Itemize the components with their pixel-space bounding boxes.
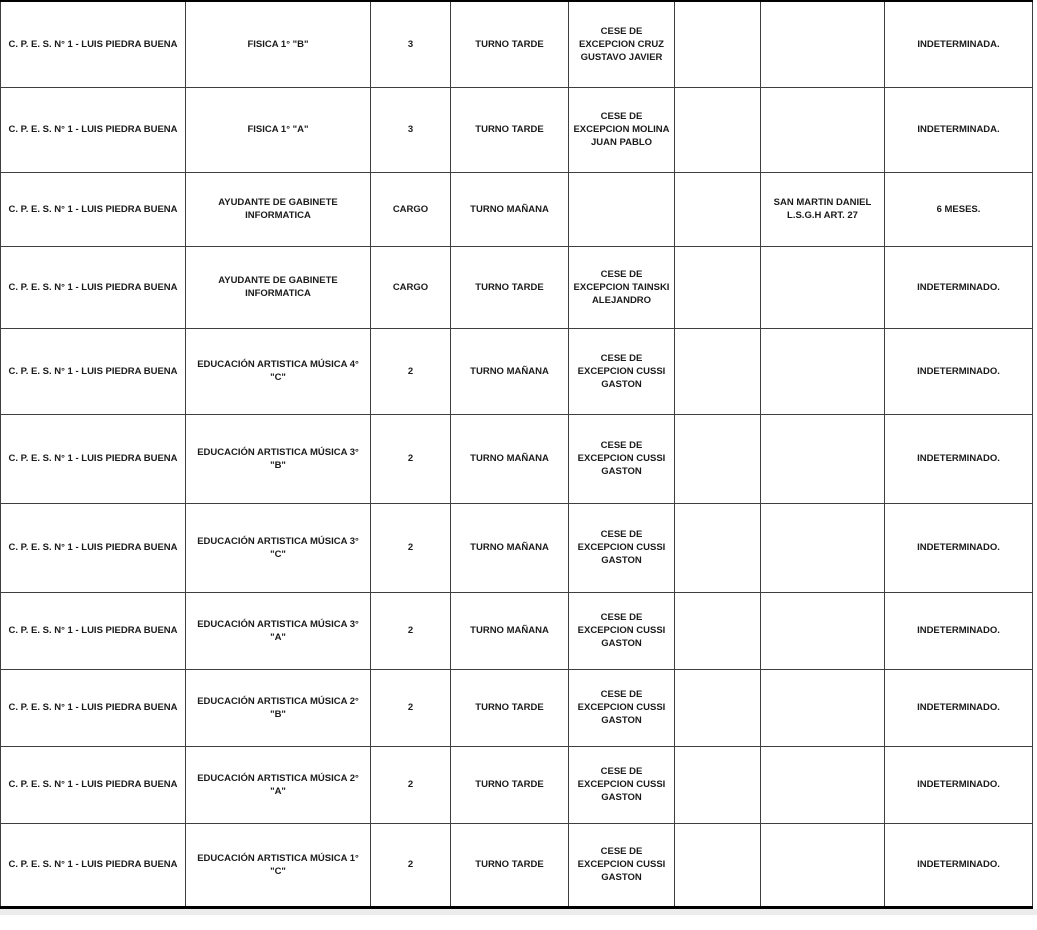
hours-value: CARGO bbox=[392, 281, 429, 293]
school-cell bbox=[1, 503, 186, 592]
hours-value: 2 bbox=[407, 702, 414, 713]
hours-cell bbox=[371, 503, 451, 592]
hours-cell bbox=[371, 414, 451, 503]
duration-cell bbox=[885, 87, 1033, 172]
shift-label: TURNO TARDE bbox=[475, 702, 544, 713]
subject-cell bbox=[186, 503, 371, 592]
table-row bbox=[1, 746, 1033, 823]
school-name: C. P. E. S. N° 1 - LUIS PIEDRA BUENA bbox=[8, 859, 178, 870]
shift-cell bbox=[451, 669, 569, 746]
subject-label: AYUDANTE DE GABINETE INFORMATICA bbox=[218, 197, 338, 221]
duration-text: INDETERMINADO. bbox=[917, 779, 1000, 790]
duration-cell bbox=[885, 414, 1033, 503]
table-row bbox=[1, 592, 1033, 669]
holder-reference-cell bbox=[761, 669, 885, 746]
empty-cell bbox=[675, 503, 761, 592]
hours-cell bbox=[371, 172, 451, 246]
duration-cell bbox=[885, 592, 1033, 669]
duration-text: 6 MESES. bbox=[936, 203, 981, 215]
vacancy-reason-text: CESE DE EXCEPCION CUSSI GASTON bbox=[577, 440, 666, 477]
shift-cell bbox=[451, 246, 569, 328]
subject-label: EDUCACIÓN ARTISTICA MÚSICA 3° "C" bbox=[197, 535, 359, 560]
shift-label: TURNO TARDE bbox=[475, 38, 544, 50]
vacancy-reason-cell bbox=[569, 246, 675, 328]
school-name: C. P. E. S. N° 1 - LUIS PIEDRA BUENA bbox=[8, 281, 178, 293]
hours-value: 2 bbox=[407, 859, 414, 870]
duration-text: INDETERMINADO. bbox=[917, 542, 1000, 553]
empty-cell bbox=[675, 87, 761, 172]
hours-value: 2 bbox=[407, 365, 414, 377]
duration-cell bbox=[885, 328, 1033, 414]
holder-reference-cell bbox=[761, 87, 885, 172]
vacancy-reason-text: CESE DE EXCEPCION CRUZ GUSTAVO JAVIER bbox=[579, 25, 664, 63]
school-name: C. P. E. S. N° 1 - LUIS PIEDRA BUENA bbox=[8, 203, 178, 215]
table-row bbox=[1, 503, 1033, 592]
shift-label: TURNO TARDE bbox=[475, 281, 544, 293]
vacancy-reason-text: CESE DE EXCEPCION TAINSKI ALEJANDRO bbox=[573, 268, 670, 306]
table-row bbox=[1, 1, 1033, 87]
empty-cell bbox=[675, 172, 761, 246]
school-cell bbox=[1, 823, 186, 907]
subject-cell bbox=[186, 87, 371, 172]
empty-cell bbox=[675, 669, 761, 746]
subject-cell bbox=[186, 592, 371, 669]
school-name: C. P. E. S. N° 1 - LUIS PIEDRA BUENA bbox=[8, 702, 178, 713]
shift-cell bbox=[451, 328, 569, 414]
school-name: C. P. E. S. N° 1 - LUIS PIEDRA BUENA bbox=[8, 542, 178, 553]
duration-text: INDETERMINADO. bbox=[917, 859, 1000, 870]
hours-cell bbox=[371, 592, 451, 669]
hours-value: CARGO bbox=[392, 203, 429, 215]
vacancy-reason-text: CESE DE EXCEPCION CUSSI GASTON bbox=[577, 529, 666, 566]
school-name: C. P. E. S. N° 1 - LUIS PIEDRA BUENA bbox=[8, 779, 178, 790]
vacancy-reason-cell bbox=[569, 328, 675, 414]
vacancy-reason-cell bbox=[569, 669, 675, 746]
table-row bbox=[1, 172, 1033, 246]
duration-text: INDETERMINADO. bbox=[917, 453, 1000, 464]
subject-label: FISICA 1° "B" bbox=[247, 38, 309, 50]
table-row bbox=[1, 328, 1033, 414]
holder-reference-cell bbox=[761, 503, 885, 592]
duration-cell bbox=[885, 823, 1033, 907]
subject-cell bbox=[186, 669, 371, 746]
hours-cell bbox=[371, 669, 451, 746]
hours-value: 2 bbox=[407, 625, 414, 636]
subject-cell bbox=[186, 328, 371, 414]
school-cell bbox=[1, 246, 186, 328]
table-row bbox=[1, 669, 1033, 746]
vacancy-reason-cell bbox=[569, 172, 675, 246]
school-name: C. P. E. S. N° 1 - LUIS PIEDRA BUENA bbox=[8, 365, 178, 377]
duration-text: INDETERMINADO. bbox=[917, 281, 1000, 293]
shift-label: TURNO TARDE bbox=[475, 779, 544, 790]
hours-cell bbox=[371, 87, 451, 172]
empty-cell bbox=[675, 1, 761, 87]
holder-reference-cell bbox=[761, 246, 885, 328]
school-name: C. P. E. S. N° 1 - LUIS PIEDRA BUENA bbox=[8, 453, 178, 464]
subject-cell bbox=[186, 823, 371, 907]
shift-cell bbox=[451, 823, 569, 907]
subject-label: EDUCACIÓN ARTISTICA MÚSICA 1° "C" bbox=[197, 852, 359, 877]
vacancy-reason-text: CESE DE EXCEPCION MOLINA JUAN PABLO bbox=[573, 111, 670, 148]
subject-label: FISICA 1° "A" bbox=[247, 124, 309, 135]
holder-reference-cell bbox=[761, 414, 885, 503]
hours-cell bbox=[371, 823, 451, 907]
shift-cell bbox=[451, 503, 569, 592]
hours-value: 2 bbox=[407, 542, 414, 553]
vacancy-reason-cell bbox=[569, 503, 675, 592]
empty-cell bbox=[675, 823, 761, 907]
subject-cell bbox=[186, 414, 371, 503]
subject-cell bbox=[186, 746, 371, 823]
school-cell bbox=[1, 328, 186, 414]
shift-label: TURNO MAÑANA bbox=[470, 542, 549, 553]
vacancy-reason-cell bbox=[569, 1, 675, 87]
empty-cell bbox=[675, 246, 761, 328]
vacancy-reason-cell bbox=[569, 414, 675, 503]
holder-reference-cell bbox=[761, 823, 885, 907]
school-name: C. P. E. S. N° 1 - LUIS PIEDRA BUENA bbox=[8, 625, 178, 636]
vacancy-reason-cell bbox=[569, 592, 675, 669]
duration-cell bbox=[885, 746, 1033, 823]
school-cell bbox=[1, 87, 186, 172]
duration-cell bbox=[885, 1, 1033, 87]
school-cell bbox=[1, 1, 186, 87]
school-cell bbox=[1, 746, 186, 823]
hours-value: 2 bbox=[407, 453, 414, 464]
vacancy-reason-text: CESE DE EXCEPCION CUSSI GASTON bbox=[577, 612, 666, 649]
duration-text: INDETERMINADA. bbox=[917, 38, 1000, 50]
holder-reference-text: SAN MARTIN DANIEL L.S.G.H ART. 27 bbox=[773, 197, 872, 221]
subject-label: AYUDANTE DE GABINETE INFORMATICA bbox=[218, 275, 338, 299]
duration-cell bbox=[885, 172, 1033, 246]
vacancy-reason-cell bbox=[569, 746, 675, 823]
shift-cell bbox=[451, 746, 569, 823]
duration-cell bbox=[885, 669, 1033, 746]
shift-cell bbox=[451, 87, 569, 172]
empty-cell bbox=[675, 746, 761, 823]
school-cell bbox=[1, 172, 186, 246]
subject-label: EDUCACIÓN ARTISTICA MÚSICA 2° "B" bbox=[197, 695, 359, 720]
holder-reference-cell bbox=[761, 328, 885, 414]
shift-label: TURNO MAÑANA bbox=[470, 453, 549, 464]
holder-reference-cell bbox=[761, 592, 885, 669]
empty-cell bbox=[675, 414, 761, 503]
duration-text: INDETERMINADO. bbox=[917, 365, 1000, 377]
duration-text: INDETERMINADO. bbox=[917, 702, 1000, 713]
table-body bbox=[1, 1, 1033, 907]
duration-text: INDETERMINADA. bbox=[917, 124, 1000, 135]
subject-label: EDUCACIÓN ARTISTICA MÚSICA 2° "A" bbox=[197, 772, 359, 797]
vacancy-reason-cell bbox=[569, 823, 675, 907]
school-name: C. P. E. S. N° 1 - LUIS PIEDRA BUENA bbox=[8, 124, 178, 135]
shift-label: TURNO MAÑANA bbox=[470, 365, 549, 377]
table-row bbox=[1, 823, 1033, 907]
duration-text: INDETERMINADO. bbox=[917, 625, 1000, 636]
page-edge bbox=[0, 909, 1037, 915]
school-cell bbox=[1, 592, 186, 669]
shift-cell bbox=[451, 1, 569, 87]
empty-cell bbox=[675, 592, 761, 669]
holder-reference-cell bbox=[761, 172, 885, 246]
hours-cell bbox=[371, 1, 451, 87]
holder-reference-cell bbox=[761, 746, 885, 823]
vacancy-reason-text: CESE DE EXCEPCION CUSSI GASTON bbox=[577, 352, 666, 390]
school-cell bbox=[1, 669, 186, 746]
subject-label: EDUCACIÓN ARTISTICA MÚSICA 3° "B" bbox=[197, 446, 359, 471]
shift-label: TURNO MAÑANA bbox=[470, 625, 549, 636]
subject-cell bbox=[186, 172, 371, 246]
hours-cell bbox=[371, 246, 451, 328]
shift-label: TURNO MAÑANA bbox=[470, 203, 549, 215]
subject-cell bbox=[186, 246, 371, 328]
holder-reference-cell bbox=[761, 1, 885, 87]
table-row bbox=[1, 246, 1033, 328]
school-cell bbox=[1, 414, 186, 503]
hours-value: 3 bbox=[407, 124, 414, 135]
vacancy-reason-text: CESE DE EXCEPCION CUSSI GASTON bbox=[577, 846, 666, 883]
vacancy-reason-cell bbox=[569, 87, 675, 172]
hours-value: 2 bbox=[407, 779, 414, 790]
school-name: C. P. E. S. N° 1 - LUIS PIEDRA BUENA bbox=[8, 38, 178, 50]
hours-cell bbox=[371, 746, 451, 823]
subject-label: EDUCACIÓN ARTISTICA MÚSICA 3° "A" bbox=[197, 618, 359, 643]
table-row bbox=[1, 414, 1033, 503]
table-row bbox=[1, 87, 1033, 172]
subject-cell bbox=[186, 1, 371, 87]
vacancy-reason-text: CESE DE EXCEPCION CUSSI GASTON bbox=[577, 689, 666, 726]
shift-cell bbox=[451, 414, 569, 503]
hours-cell bbox=[371, 328, 451, 414]
shift-label: TURNO TARDE bbox=[475, 124, 544, 135]
duration-cell bbox=[885, 503, 1033, 592]
hours-value: 3 bbox=[407, 38, 414, 50]
empty-cell bbox=[675, 328, 761, 414]
vacancy-reason-text: CESE DE EXCEPCION CUSSI GASTON bbox=[577, 766, 666, 803]
duration-cell bbox=[885, 246, 1033, 328]
subject-label: EDUCACIÓN ARTISTICA MÚSICA 4° "C" bbox=[197, 359, 359, 383]
shift-label: TURNO TARDE bbox=[475, 859, 544, 870]
shift-cell bbox=[451, 592, 569, 669]
shift-cell bbox=[451, 172, 569, 246]
